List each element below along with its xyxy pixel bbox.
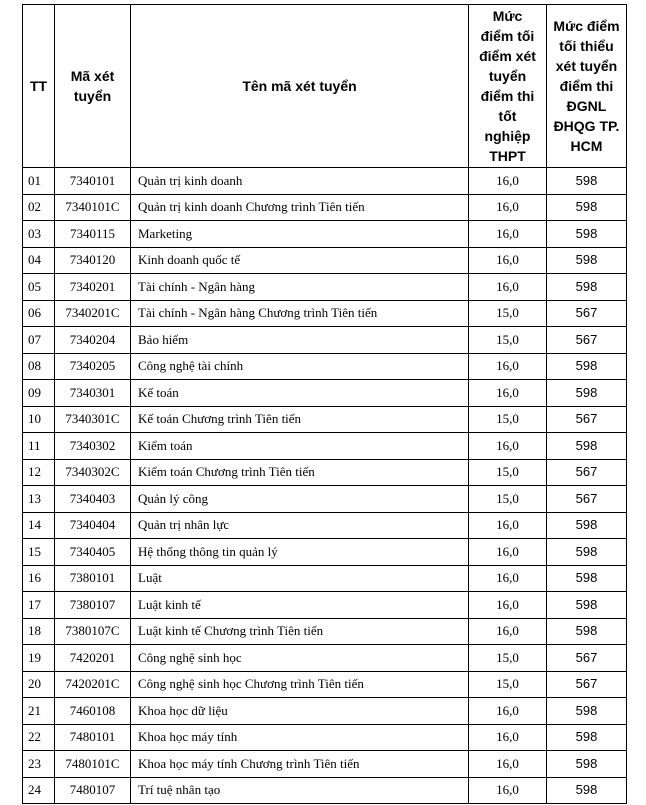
cell-dgnl-score: 598 [547, 618, 627, 645]
cell-code: 7340101 [55, 168, 131, 195]
cell-code: 7420201C [55, 671, 131, 698]
cell-thpt-score: 16,0 [469, 539, 547, 566]
cell-dgnl-score: 598 [547, 592, 627, 619]
cell-dgnl-score: 598 [547, 168, 627, 195]
cell-tt: 03 [23, 221, 55, 248]
cell-program-name: Công nghệ tài chính [131, 353, 469, 380]
table-row [23, 565, 627, 592]
cell-code: 7340301 [55, 380, 131, 407]
cell-code: 7380101 [55, 565, 131, 592]
table-row [23, 592, 627, 619]
table-header-row [23, 5, 627, 168]
cell-program-name: Kiểm toán [131, 433, 469, 460]
cell-code: 7380107C [55, 618, 131, 645]
cell-tt: 24 [23, 777, 55, 804]
table-row [23, 433, 627, 460]
header-dgnl-min-score: Mức điểm tối thiểu xét tuyển điểm thi ĐGNL ĐHQG TP. HCM [547, 5, 627, 168]
cell-program-name: Hệ thống thông tin quản lý [131, 539, 469, 566]
table-row [23, 486, 627, 513]
cell-program-name: Công nghệ sinh học [131, 645, 469, 672]
table-row [23, 406, 627, 433]
cell-dgnl-score: 598 [547, 433, 627, 460]
cell-code: 7380107 [55, 592, 131, 619]
cell-tt: 23 [23, 751, 55, 778]
cell-program-name: Khoa học dữ liệu [131, 698, 469, 725]
table-row [23, 671, 627, 698]
cell-dgnl-score: 598 [547, 512, 627, 539]
cell-code: 7340302C [55, 459, 131, 486]
table-row [23, 221, 627, 248]
cell-dgnl-score: 567 [547, 671, 627, 698]
cell-program-name: Bảo hiểm [131, 327, 469, 354]
table-row [23, 380, 627, 407]
cell-code: 7420201 [55, 645, 131, 672]
cell-program-name: Kế toán [131, 380, 469, 407]
cell-tt: 12 [23, 459, 55, 486]
header-thpt-min-score: Mức điểm tối điểm xét tuyển điểm thi tốt nghiệp THPT [469, 5, 547, 168]
table-row [23, 539, 627, 566]
cell-tt: 15 [23, 539, 55, 566]
cell-thpt-score: 16,0 [469, 274, 547, 301]
cell-code: 7340403 [55, 486, 131, 513]
table-row [23, 247, 627, 274]
table-row [23, 274, 627, 301]
cell-thpt-score: 16,0 [469, 618, 547, 645]
cell-thpt-score: 15,0 [469, 459, 547, 486]
cell-tt: 11 [23, 433, 55, 460]
cell-program-name: Luật kinh tế [131, 592, 469, 619]
cell-program-name: Quản lý công [131, 486, 469, 513]
cell-thpt-score: 16,0 [469, 565, 547, 592]
cell-thpt-score: 16,0 [469, 247, 547, 274]
cell-code: 7340301C [55, 406, 131, 433]
cell-thpt-score: 15,0 [469, 486, 547, 513]
cell-code: 7340201C [55, 300, 131, 327]
cell-tt: 17 [23, 592, 55, 619]
admission-score-table [22, 4, 627, 804]
table-row [23, 698, 627, 725]
cell-tt: 10 [23, 406, 55, 433]
cell-program-name: Khoa học máy tính Chương trình Tiên tiến [131, 751, 469, 778]
cell-code: 7340115 [55, 221, 131, 248]
cell-program-name: Tài chính - Ngân hàng [131, 274, 469, 301]
cell-dgnl-score: 598 [547, 380, 627, 407]
cell-thpt-score: 15,0 [469, 300, 547, 327]
cell-tt: 19 [23, 645, 55, 672]
cell-program-name: Tài chính - Ngân hàng Chương trình Tiên tiến [131, 300, 469, 327]
table-row [23, 777, 627, 804]
cell-code: 7480107 [55, 777, 131, 804]
cell-dgnl-score: 598 [547, 353, 627, 380]
cell-dgnl-score: 567 [547, 486, 627, 513]
table-row [23, 300, 627, 327]
cell-code: 7460108 [55, 698, 131, 725]
cell-program-name: Kiểm toán Chương trình Tiên tiến [131, 459, 469, 486]
cell-program-name: Luật [131, 565, 469, 592]
cell-tt: 09 [23, 380, 55, 407]
cell-thpt-score: 16,0 [469, 592, 547, 619]
cell-tt: 20 [23, 671, 55, 698]
cell-tt: 04 [23, 247, 55, 274]
cell-thpt-score: 16,0 [469, 724, 547, 751]
cell-thpt-score: 16,0 [469, 168, 547, 195]
cell-program-name: Công nghệ sinh học Chương trình Tiên tiến [131, 671, 469, 698]
cell-code: 7480101 [55, 724, 131, 751]
header-code: Mã xét tuyển [55, 5, 131, 168]
cell-thpt-score: 16,0 [469, 221, 547, 248]
cell-thpt-score: 15,0 [469, 327, 547, 354]
cell-tt: 01 [23, 168, 55, 195]
cell-tt: 16 [23, 565, 55, 592]
cell-code: 7340302 [55, 433, 131, 460]
cell-tt: 02 [23, 194, 55, 221]
table-row [23, 194, 627, 221]
cell-dgnl-score: 598 [547, 751, 627, 778]
cell-tt: 06 [23, 300, 55, 327]
cell-tt: 08 [23, 353, 55, 380]
table-row [23, 459, 627, 486]
header-tt: TT [23, 5, 55, 168]
table-row [23, 168, 627, 195]
cell-tt: 13 [23, 486, 55, 513]
cell-program-name: Kinh doanh quốc tế [131, 247, 469, 274]
cell-program-name: Kế toán Chương trình Tiên tiến [131, 406, 469, 433]
cell-thpt-score: 16,0 [469, 380, 547, 407]
cell-program-name: Luật kinh tế Chương trình Tiên tiến [131, 618, 469, 645]
cell-code: 7340205 [55, 353, 131, 380]
header-name: Tên mã xét tuyển [131, 5, 469, 168]
cell-thpt-score: 15,0 [469, 406, 547, 433]
cell-program-name: Khoa học máy tính [131, 724, 469, 751]
cell-tt: 21 [23, 698, 55, 725]
table-row [23, 751, 627, 778]
cell-code: 7340201 [55, 274, 131, 301]
cell-program-name: Quản trị kinh doanh [131, 168, 469, 195]
table-row [23, 724, 627, 751]
cell-tt: 22 [23, 724, 55, 751]
cell-dgnl-score: 598 [547, 194, 627, 221]
cell-program-name: Quản trị nhân lực [131, 512, 469, 539]
cell-thpt-score: 16,0 [469, 751, 547, 778]
cell-thpt-score: 16,0 [469, 512, 547, 539]
cell-tt: 14 [23, 512, 55, 539]
cell-thpt-score: 16,0 [469, 194, 547, 221]
cell-dgnl-score: 598 [547, 724, 627, 751]
cell-dgnl-score: 567 [547, 300, 627, 327]
cell-dgnl-score: 598 [547, 698, 627, 725]
cell-program-name: Trí tuệ nhân tạo [131, 777, 469, 804]
cell-code: 7340404 [55, 512, 131, 539]
cell-code: 7340204 [55, 327, 131, 354]
table-row [23, 512, 627, 539]
cell-dgnl-score: 598 [547, 539, 627, 566]
cell-thpt-score: 16,0 [469, 698, 547, 725]
cell-tt: 05 [23, 274, 55, 301]
cell-thpt-score: 15,0 [469, 671, 547, 698]
cell-program-name: Quản trị kinh doanh Chương trình Tiên tiến [131, 194, 469, 221]
cell-dgnl-score: 598 [547, 777, 627, 804]
cell-dgnl-score: 598 [547, 565, 627, 592]
cell-code: 7340405 [55, 539, 131, 566]
table-row [23, 327, 627, 354]
cell-thpt-score: 16,0 [469, 777, 547, 804]
cell-program-name: Marketing [131, 221, 469, 248]
table-row [23, 618, 627, 645]
cell-dgnl-score: 567 [547, 459, 627, 486]
cell-dgnl-score: 598 [547, 221, 627, 248]
table-row [23, 353, 627, 380]
cell-tt: 18 [23, 618, 55, 645]
cell-thpt-score: 16,0 [469, 433, 547, 460]
cell-dgnl-score: 567 [547, 406, 627, 433]
cell-dgnl-score: 567 [547, 327, 627, 354]
cell-code: 7480101C [55, 751, 131, 778]
cell-tt: 07 [23, 327, 55, 354]
cell-thpt-score: 16,0 [469, 353, 547, 380]
cell-dgnl-score: 567 [547, 645, 627, 672]
cell-dgnl-score: 598 [547, 274, 627, 301]
cell-dgnl-score: 598 [547, 247, 627, 274]
cell-code: 7340120 [55, 247, 131, 274]
cell-code: 7340101C [55, 194, 131, 221]
table-row [23, 645, 627, 672]
cell-thpt-score: 15,0 [469, 645, 547, 672]
